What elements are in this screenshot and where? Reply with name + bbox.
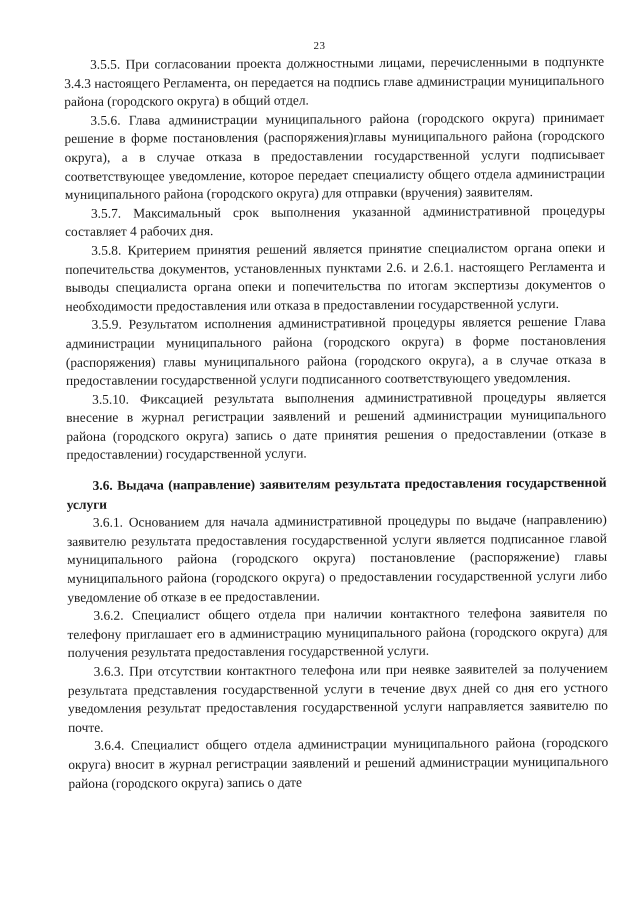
paragraph-3-6-2: 3.6.2. Специалист общего отдела при наличии контактного телефона заявителя по телефону приглашает его в администрацию муниципального района (городского округа) для получения результата предоставления государственной услуги. [67,604,608,661]
document-body [64,53,608,793]
section-heading-3-6: 3.6. Выдача (направление) заявителям результата предоставления государственной услуги [66,474,607,512]
paragraph-3-5-6: 3.5.6. Глава администрации муниципального района (городского округа) принимает решение в форме постановления (распоряжения)главы муниципального района (городского округа), а в случае отказа в предоставлении государственной услуги подписывает соответствующее уведомление, которое передает специалисту общего отдела администрации муниципального района (городского округа) для отправки (вручения) заявителям. [64,109,605,203]
paragraph-3-6-3: 3.6.3. При отсутствии контактного телефона или при неявке заявителей за получением результата представления государственной услуги в течение двух дней со дня его устного уведомления результат предоставления государственной услуги направляется заявителю по почте. [67,660,609,735]
page-number: 23 [313,40,326,52]
paragraph-3-5-8: 3.5.8. Критерием принятия решений является принятие специалистом органа опеки и попечительства документов, установленных пунктами 2.6. и 2.6.1. настоящего Регламента и выводы специалиста органа опеки и попечительства по итогам экспертизы документов о необходимости предоставления или отказа в предоставлении государственной услуги. [65,239,606,314]
paragraph-3-5-7: 3.5.7. Максимальный срок выполнения указанной административной процедуры составляет 4 рабочих дня. [65,202,605,240]
paragraph-3-5-10: 3.5.10. Фиксацией результата выполнения административной процедуры является внесение в журнал регистрации заявлений и решений администрации муниципального района (городского округа) запись о дате принятия решения о предоставлении (отказе в предоставлении) государственной услуги. [66,388,607,463]
paragraph-3-6-4: 3.6.4. Специалист общего отдела администрации муниципального района (городского округа) вносит в журнал регистрации заявлений и решений администрации муниципального района (городского округа) запись о дате [68,735,609,791]
paragraph-3-5-9: 3.5.9. Результатом исполнения административной процедуры является решение Глава администрации муниципального района (городского округа) в форме постановления (распоряжения) главы муниципального района (городского округа), а в случае отказа в предоставлении государственной услуги подписанного соответствующего уведомления. [65,314,606,389]
paragraph-3-5-5: 3.5.5. При согласовании проекта должностными лицами, перечисленными в подпункте 3.4.3 настоящего Регламента, он передается на подпись главе администрации муниципального района (городского округа) в общий отдел. [64,53,605,110]
paragraph-3-6-1: 3.6.1. Основанием для начала административной процедуры по выдаче (направлению) заявителю результата предоставления государственной услуги является подписанное главой муниципального района (городского округа) постановление (распоряжение) главы муниципального района (городского округа) о предоставлении государственной услуги либо уведомление об отказе в ее предоставлении. [66,511,608,605]
